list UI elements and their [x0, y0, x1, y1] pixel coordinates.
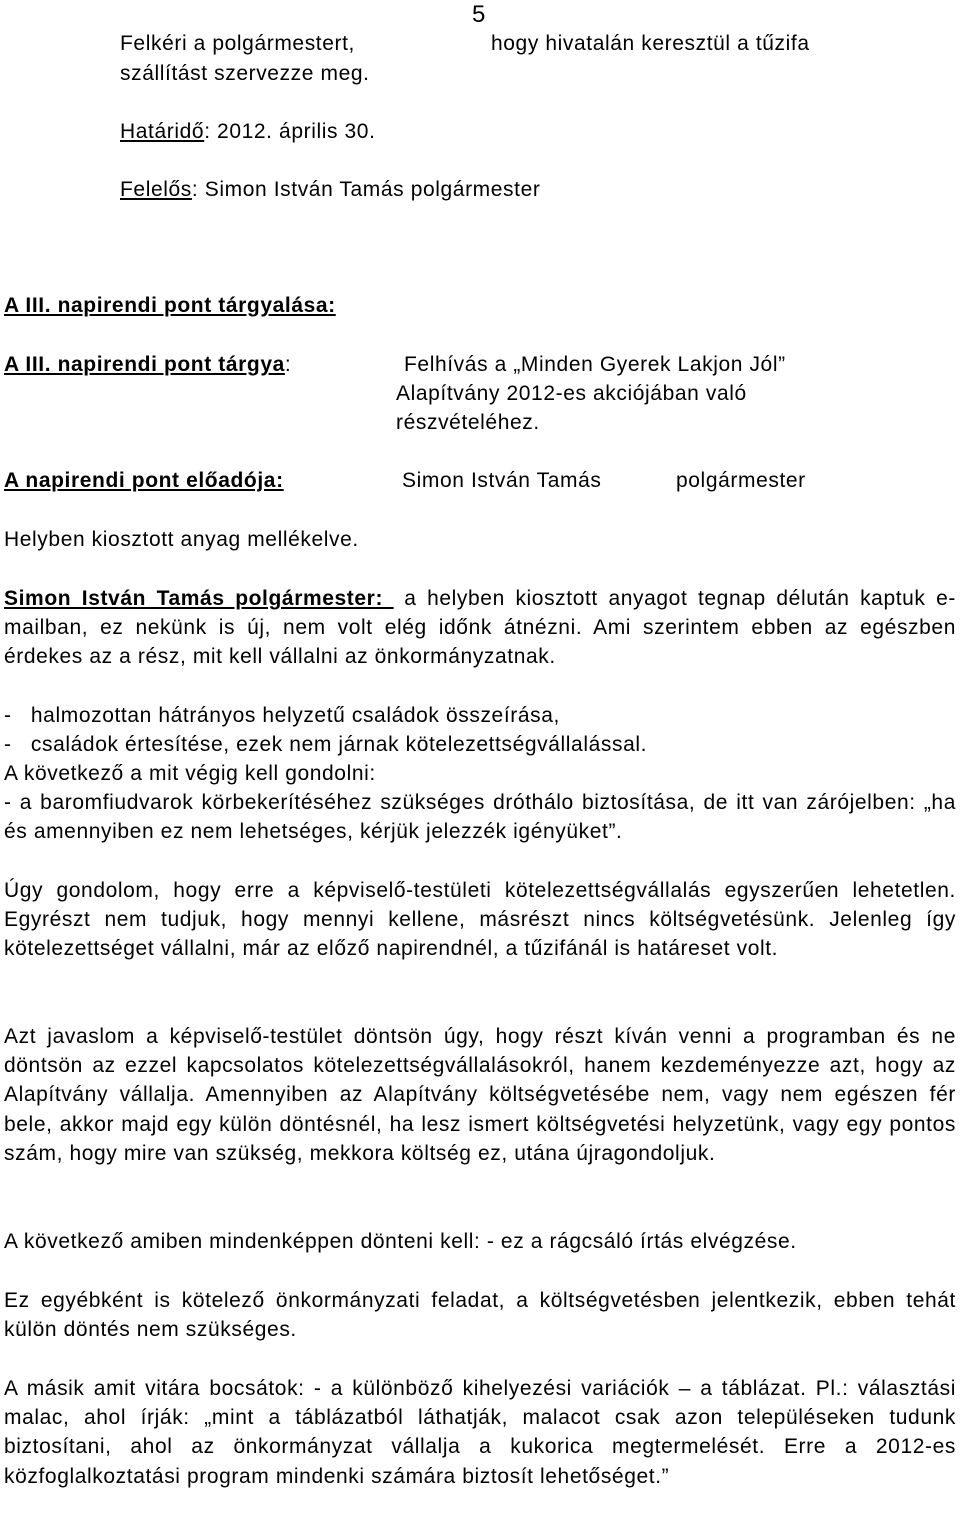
- responsible-label: Felelős: [120, 178, 192, 201]
- responsible-value: : Simon István Tamás polgármester: [191, 178, 541, 201]
- paragraph-rodent-2: Ez egyébként is kötelező önkormányzati feladat, a költségvetésben jelentkezik, ebben tehát külön döntés nem szükséges.: [4, 1289, 956, 1342]
- attachment-note: Helyben kiosztott anyag mellékelve.: [4, 528, 359, 551]
- agenda-subject-label-line: [4, 350, 291, 379]
- deadline-label: Határidő: [120, 120, 205, 143]
- resolution-line-1-left: Felkéri a polgármestert,: [120, 32, 355, 55]
- paragraph-proposal: Azt javaslom a képviselő-testület döntsön úgy, hogy részt kíván venni a programban és ne döntsön az ezzel kapcsolatos kötelezettségvállalásokról, hanem kezdeményezze azt, hogy az Alapítvány vállalja. Amennyiben az Alapítvány költségvetésébe nem, vagy nem egészen fér bele, akkor majd egy külön döntésnél, ha lesz ismert költségvetési helyzetünk, vagy egy pontos szám, hogy mire van szükség, mekkora költség ez, utána újragondoljuk.: [4, 1025, 956, 1165]
- paragraph-rodent-1: A következő amiben mindenképpen dönteni kell: - ez a rágcsáló írtás elvégzése.: [4, 1230, 797, 1253]
- agenda-subject-label: A III. napirendi pont tárgya: [4, 353, 285, 376]
- agenda-presenter-title: polgármester: [676, 469, 806, 492]
- responsible-line: [120, 175, 540, 204]
- agenda-subject-colon: :: [284, 353, 292, 376]
- resolution-line-1-right: hogy hivatalán keresztül a tűzifa: [491, 32, 810, 55]
- paragraph-variations: A másik amit vitára bocsátok: - a különböző kihelyezési variációk – a táblázat. Pl.: választási malac, ahol írják: „mint a táblázatból láthatják, malacot csak azon településeken tudunk biztosítani, ahol az önkormányzat vállalja a kukorica megtermelését. Erre a 2012-es közfoglalkoztatási program mindenki számára biztosít lehetőséget.”: [4, 1377, 956, 1488]
- resolution-line-2: szállítást szervezze meg.: [120, 62, 370, 85]
- agenda-presenter-label: A napirendi pont előadója:: [4, 469, 284, 492]
- speaker-underlined-gap: [383, 587, 394, 610]
- list-item: - családok értesítése, ezek nem járnak kötelezettségvállalással.: [4, 733, 648, 756]
- agenda-subject-line-2: Alapítvány 2012-es akciójában való: [396, 382, 747, 405]
- page-number: 5: [472, 1, 486, 28]
- fence-item: - a baromfiudvarok körbekerítéséhez szükséges dróthálo biztosítása, de itt van zárójelben: „ha és amennyiben ez nem lehetséges, kérjük jelezzék igényüket”.: [4, 791, 956, 844]
- agenda-subject-line-1: Felhívás a „Minden Gyerek Lakjon Jól”: [404, 353, 786, 376]
- speech-intro-text: a helyben kiosztott anyagot tegnap délután kaptuk e-mailban, ez nekünk is új, nem volt elég időnk átnézni. Ami szerintem ebben az egészben érdekes az a rész, mit kell vállalni az önkormányzatnak.: [4, 587, 956, 669]
- agenda-discussion-heading: A III. napirendi pont tárgyalása:: [4, 294, 336, 317]
- agenda-subject-line-3: részvételéhez.: [396, 411, 540, 434]
- deadline-value: : 2012. április 30.: [204, 120, 376, 143]
- speaker-label: Simon István Tamás polgármester:: [4, 587, 384, 610]
- list-item: - halmozottan hátrányos helyzetű családok összeírása,: [4, 704, 560, 727]
- paragraph-opinion: Úgy gondolom, hogy erre a képviselő-testületi kötelezettségvállalás egyszerűen lehetetlen. Egyrészt nem tudjuk, hogy mennyi kellene, másrészt nincs költségvetésünk. Jelenleg így kötelezettséget vállalni, már az előző napirendnél, a tűzifánál is határeset volt.: [4, 879, 956, 961]
- agenda-presenter-name: Simon István Tamás: [402, 469, 602, 492]
- deadline-line: [120, 117, 376, 146]
- speech-intro-paragraph: [4, 584, 956, 672]
- next-intro: A következő a mit végig kell gondolni:: [4, 762, 376, 785]
